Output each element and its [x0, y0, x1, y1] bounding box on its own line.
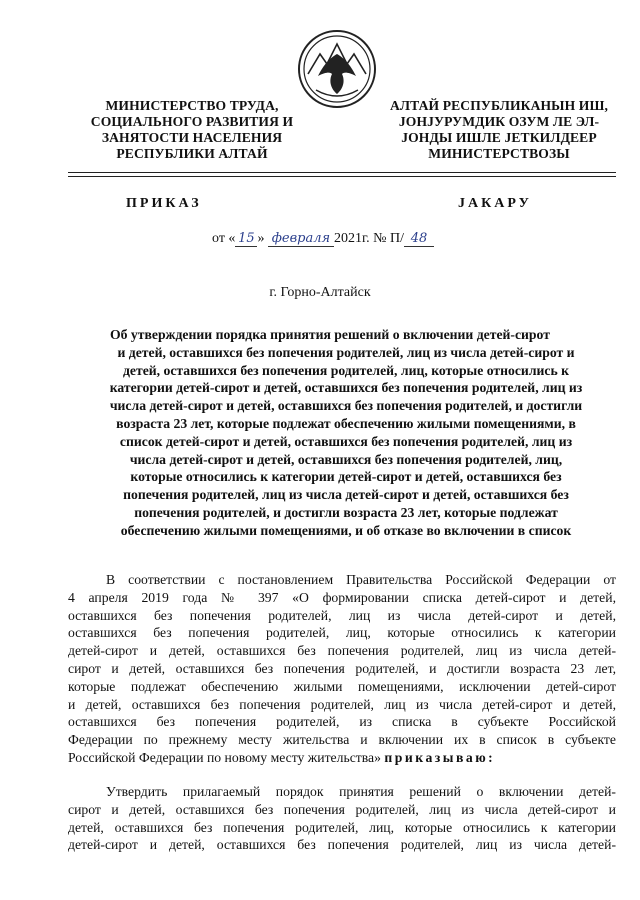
- header-left-line: РЕСПУБЛИКИ АЛТАЙ: [116, 146, 268, 161]
- body-line: оставшихся без попечения родителей, лиц из числа детей-сирот и детей,: [68, 607, 616, 623]
- header-right-line: МИНИСТЕРСТВОЗЫ: [428, 146, 570, 161]
- title-line: Об утверждении порядка принятия решений о включении детей-сирот: [110, 327, 550, 342]
- title-line: список детей-сирот и детей, оставшихся без попечения родителей, лиц из: [119, 433, 573, 449]
- body-line: [68, 749, 616, 767]
- body-line: оставшихся без попечения родителей, из списка в субъекте Российской: [68, 714, 616, 730]
- ministry-name-altai: [374, 98, 624, 162]
- title-line: попечения родителей, и достигли возраста 23 лет, которые подлежат: [134, 504, 558, 520]
- header-left-line: МИНИСТЕРСТВО ТРУДА,: [105, 98, 279, 113]
- body-line: детей, оставшихся без попечения родителей, лиц, которые относились к категории: [68, 819, 616, 835]
- body-line-text: Российской Федерации по новому месту жительства»: [68, 749, 381, 765]
- ministry-name-russian: [68, 98, 316, 162]
- city-name: г. Горно-Алтайск: [269, 285, 371, 300]
- title-line: попечения родителей, лиц из числа детей-сирот и детей, оставшихся без: [123, 487, 569, 503]
- body-line: детей-сирот и детей, оставшихся без попечения родителей, лиц из числа детей-: [68, 643, 616, 659]
- body-line: Утвердить прилагаемый порядок принятия решений о включении детей-: [106, 784, 616, 799]
- title-line: возраста 23 лет, которые подлежат обеспечению жилыми помещениями, в: [116, 415, 576, 431]
- preamble-paragraph: [68, 571, 616, 767]
- order-directive: приказываю:: [384, 749, 496, 765]
- title-line: числа детей-сирот и детей, оставшихся без попечения родителей, и достигли: [109, 398, 583, 414]
- body-line: В соответствии с постановлением Правительства Российской Федерации от: [106, 572, 616, 587]
- header-left-line: СОЦИАЛЬНОГО РАЗВИТИЯ И: [90, 114, 294, 129]
- title-line: обеспечению жилыми помещениями, и об отказе во включении в список: [120, 522, 572, 538]
- handwritten-order-number: 48: [404, 231, 434, 247]
- body-line: сирот и детей, оставшихся без попечения родителей, лиц из числа детей-сирот и: [68, 801, 616, 817]
- body-line: сирот и детей, оставшихся без попечения родителей, и достигли возраста 23 лет,: [68, 660, 616, 676]
- header-divider: [68, 172, 616, 173]
- order-date-number: [212, 231, 434, 247]
- title-line: числа детей-сирот и детей, оставшихся без попечения родителей, лиц,: [129, 451, 563, 467]
- handwritten-month: февраля: [268, 231, 334, 247]
- header-divider: [68, 176, 616, 177]
- title-line: и детей, оставшихся без попечения родителей, лиц из числа детей-сирот и: [117, 344, 575, 360]
- body-line: и детей, оставшихся без попечения родителей, лиц из числа детей-сирот и детей,: [68, 696, 616, 712]
- date-quote: »: [257, 231, 265, 246]
- body-line: Федерации по прежнему месту жительства и включении их в список в субъекте: [68, 732, 616, 748]
- header-right-line: АЛТАЙ РЕСПУБЛИКАНЫН ИШ,: [390, 98, 608, 113]
- body-line: 4 апреля 2019 года № 397 «О формировании списка детей-сирот и детей,: [68, 589, 616, 605]
- order-paragraph: [68, 783, 616, 854]
- body-line: детей-сирот и детей, оставшихся без попечения родителей, лиц из числа детей-: [68, 837, 616, 853]
- header-left-line: ЗАНЯТОСТИ НАСЕЛЕНИЯ: [101, 130, 283, 145]
- title-line: детей, оставшихся без попечения родителей, лиц, которые относились к: [122, 362, 570, 378]
- body-line: оставшихся без попечения родителей, лиц, которые относились к категории: [68, 625, 616, 641]
- order-title-russian: ПРИКАЗ: [126, 196, 202, 211]
- body-line: которые подлежат обеспечению жилыми помещениями, исключении детей-сирот: [68, 678, 616, 694]
- title-line: которые относились к категории детей-сирот и детей, оставшихся без: [130, 469, 562, 485]
- header-right-line: ЈОНЈУРУМДИК ОЗУМ ЛЕ ЭЛ-: [398, 114, 600, 129]
- date-prefix: от «: [212, 231, 236, 246]
- title-line: категории детей-сирот и детей, оставшихся без попечения родителей, лиц из: [109, 380, 583, 396]
- year-number-prefix: 2021г. № П/: [333, 231, 404, 246]
- header-right-line: ЈОНДЫ ИШЛЕ ЈЕТКИЛДЕЕР: [401, 130, 597, 145]
- handwritten-day: 15: [235, 231, 257, 247]
- document-title: [72, 326, 620, 540]
- order-title-altai: ЈАКАРУ: [458, 196, 532, 211]
